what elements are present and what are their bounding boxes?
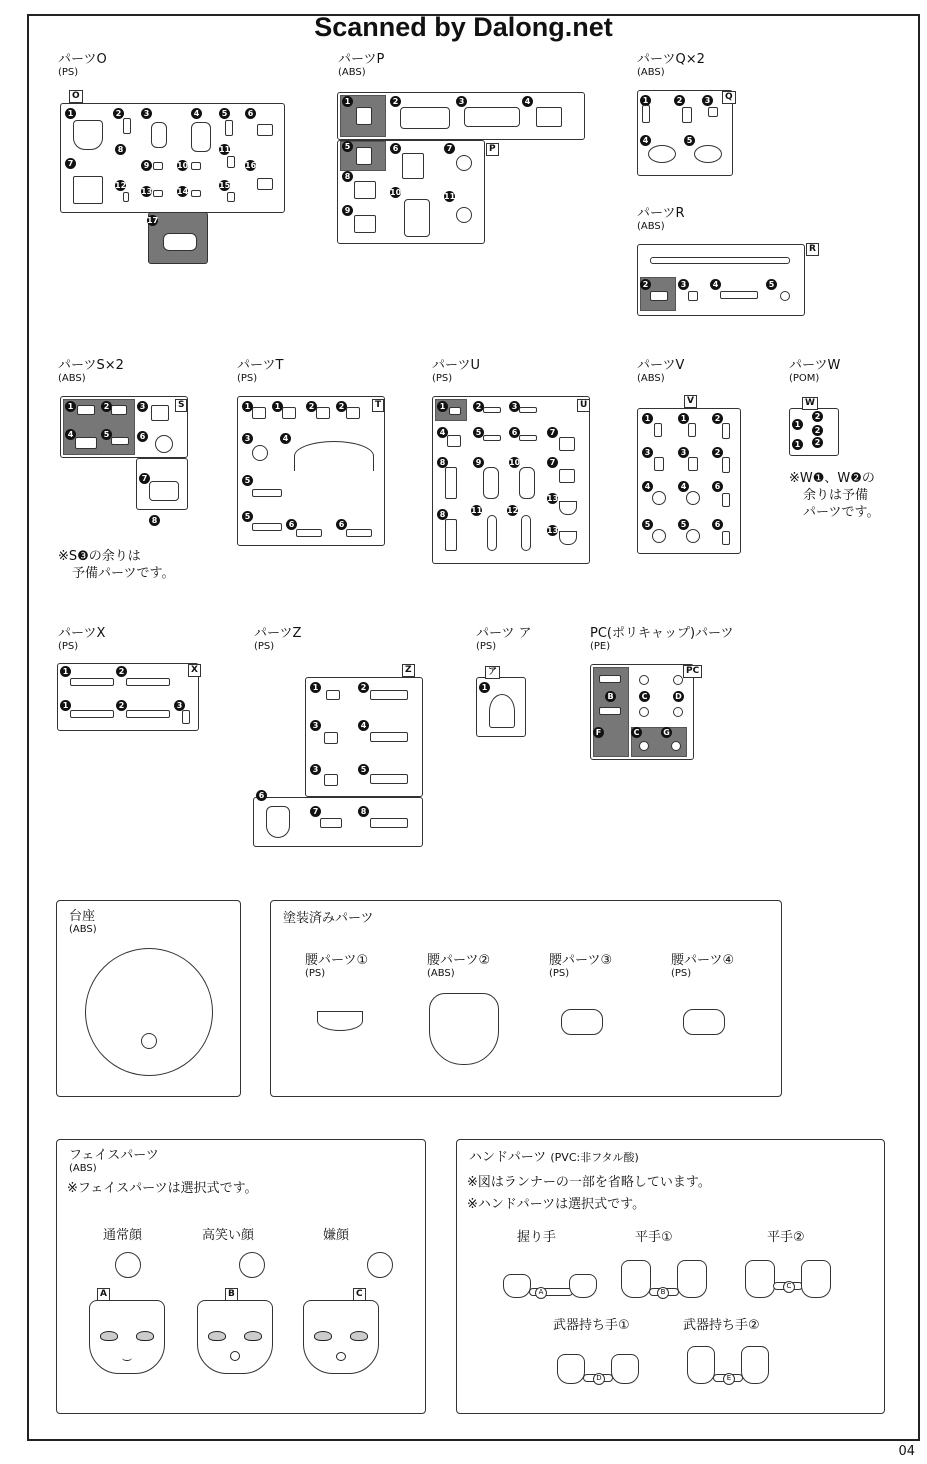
page-number: 04 bbox=[898, 1444, 915, 1459]
hand-name-d: 武器持ち手① bbox=[553, 1318, 630, 1333]
runner-z-bottom: 6 7 8 bbox=[253, 797, 423, 847]
hand-note-2: ※ハンドパーツは選択式です。 bbox=[467, 1197, 646, 1212]
hand-a-right bbox=[569, 1274, 597, 1298]
hand-a-left bbox=[503, 1274, 531, 1298]
painted-part-3 bbox=[561, 1009, 603, 1035]
face-laughing bbox=[197, 1300, 273, 1374]
face-note: ※フェイスパーツは選択式です。 bbox=[67, 1181, 258, 1196]
painted-part-4 bbox=[683, 1009, 725, 1035]
s-note: ※S❸の余りは 予備パーツです。 bbox=[58, 549, 175, 581]
runner-p-label: パーツP (ABS) bbox=[338, 52, 385, 78]
hand-e-tag: E bbox=[723, 1373, 735, 1385]
runner-o-part-17: 17 bbox=[148, 212, 208, 264]
hand-name-e: 武器持ち手② bbox=[683, 1318, 760, 1333]
stand-box bbox=[56, 900, 241, 1097]
w-note: ※W❶、W❷の 余りは予備 パーツです。 bbox=[789, 471, 880, 520]
hand-e-right bbox=[741, 1346, 769, 1384]
runner-v: V 1 1 2 3 3 2 4 4 6 5 5 6 bbox=[637, 408, 741, 554]
runner-a-tag: ア bbox=[485, 666, 500, 679]
hand-d-left bbox=[557, 1354, 585, 1384]
hand-title: ハンドパーツ (PVC:非フタル酸) bbox=[469, 1150, 639, 1165]
runner-v-label: パーツV (ABS) bbox=[637, 358, 685, 384]
face-tag-a: A bbox=[97, 1288, 110, 1301]
runner-u-label: パーツU (PS) bbox=[432, 358, 480, 384]
runner-r: R 2 3 4 5 bbox=[637, 244, 805, 316]
runner-o-tag: O bbox=[69, 90, 83, 103]
face-name-a: 通常顔 bbox=[103, 1228, 143, 1243]
runner-w: W 1 2 2 1 2 bbox=[789, 408, 839, 456]
runner-z-tag: Z bbox=[402, 664, 415, 677]
hand-c-right bbox=[801, 1260, 831, 1298]
painted-part-2 bbox=[429, 993, 499, 1065]
stand-peg bbox=[141, 1033, 157, 1049]
runner-pc: PC B C D F C G bbox=[590, 664, 694, 760]
runner-z-top: Z 1 2 3 4 3 5 bbox=[305, 677, 423, 797]
hand-name-c: 平手② bbox=[767, 1230, 805, 1245]
runner-s-bottom: 7 8 bbox=[136, 458, 188, 510]
face-disgusted bbox=[303, 1300, 379, 1374]
runner-w-tag: W bbox=[802, 397, 818, 410]
face-normal bbox=[89, 1300, 165, 1374]
face-name-b: 高笑い顔 bbox=[202, 1228, 255, 1243]
painted-part-3-label: 腰パーツ③ (PS) bbox=[549, 953, 613, 979]
painted-part-1-label: 腰パーツ① (PS) bbox=[305, 953, 369, 979]
face-eye-part-a bbox=[115, 1252, 141, 1278]
runner-a: ア 1 bbox=[476, 677, 526, 737]
hand-b-tag: B bbox=[657, 1287, 669, 1299]
runner-t: T 1 1 2 2 3 4 5 5 6 6 bbox=[237, 396, 385, 546]
face-parts-box bbox=[56, 1139, 426, 1414]
watermark: Scanned by Dalong.net bbox=[314, 12, 613, 42]
hand-c-tag: C bbox=[783, 1281, 795, 1293]
runner-s-label: パーツS×2 (ABS) bbox=[58, 358, 124, 384]
runner-p-bottom: P 5 6 7 8 10 11 9 bbox=[337, 140, 485, 244]
stand-disc bbox=[85, 948, 213, 1076]
runner-z-label: パーツZ (PS) bbox=[254, 626, 302, 652]
runner-v-tag: V bbox=[684, 395, 697, 408]
hand-name-b: 平手① bbox=[635, 1230, 673, 1245]
runner-x: X 1 2 1 2 3 bbox=[57, 663, 199, 731]
runner-p-tag: P bbox=[486, 143, 499, 156]
runner-q: Q 1 2 3 4 5 bbox=[637, 90, 733, 176]
runner-t-label: パーツT (PS) bbox=[237, 358, 284, 384]
runner-q-tag: Q bbox=[722, 91, 736, 104]
runner-s-tag: S bbox=[175, 399, 187, 412]
painted-part-1 bbox=[317, 1011, 363, 1031]
runner-r-tag: R bbox=[806, 243, 819, 256]
runner-w-label: パーツW (POM) bbox=[789, 358, 841, 384]
hand-c-left bbox=[745, 1260, 775, 1298]
runner-r-label: パーツR (ABS) bbox=[637, 206, 685, 232]
hand-a-tag: A bbox=[535, 1287, 547, 1299]
runner-t-tag: T bbox=[372, 399, 384, 412]
runner-u-tag: U bbox=[577, 399, 590, 412]
face-title: フェイスパーツ (ABS) bbox=[69, 1148, 159, 1174]
hand-d-tag: D bbox=[593, 1373, 605, 1385]
hand-e-left bbox=[687, 1346, 715, 1384]
hand-note-1: ※図はランナーの一部を省略しています。 bbox=[467, 1175, 711, 1190]
runner-o-label: パーツO (PS) bbox=[58, 52, 107, 78]
runner-q-label: パーツQ×2 (ABS) bbox=[637, 52, 705, 78]
face-name-c: 嫌顔 bbox=[323, 1228, 350, 1243]
hand-b-right bbox=[677, 1260, 707, 1298]
runner-a-label: パーツ ア (PS) bbox=[476, 626, 532, 652]
face-eye-part-c bbox=[367, 1252, 393, 1278]
runner-s-top: S 1 2 4 5 3 6 bbox=[60, 396, 188, 458]
painted-title: 塗装済みパーツ bbox=[283, 911, 374, 926]
runner-u: U 1 2 3 4 5 6 7 8 9 10 7 13 8 11 12 13 bbox=[432, 396, 590, 564]
runner-pc-tag: PC bbox=[683, 665, 702, 678]
runner-x-tag: X bbox=[188, 664, 201, 677]
painted-part-4-label: 腰パーツ④ (PS) bbox=[671, 953, 735, 979]
runner-pc-label: PC(ポリキャップ)パーツ (PE) bbox=[590, 626, 734, 652]
hand-d-right bbox=[611, 1354, 639, 1384]
painted-part-2-label: 腰パーツ② (ABS) bbox=[427, 953, 491, 979]
hand-name-a: 握り手 bbox=[517, 1230, 557, 1245]
hand-b-left bbox=[621, 1260, 651, 1298]
runner-x-label: パーツX (PS) bbox=[58, 626, 106, 652]
stand-label: 台座 (ABS) bbox=[69, 909, 97, 935]
face-tag-c: C bbox=[353, 1288, 366, 1301]
face-tag-b: B bbox=[225, 1288, 238, 1301]
painted-parts-box bbox=[270, 900, 782, 1097]
runner-p-top: 1 2 3 4 bbox=[337, 92, 585, 140]
runner-o: O 1 2 3 4 5 6 8 7 9 10 11 16 12 13 14 15 bbox=[60, 103, 285, 213]
face-eye-part-b bbox=[239, 1252, 265, 1278]
hand-parts-box bbox=[456, 1139, 885, 1414]
